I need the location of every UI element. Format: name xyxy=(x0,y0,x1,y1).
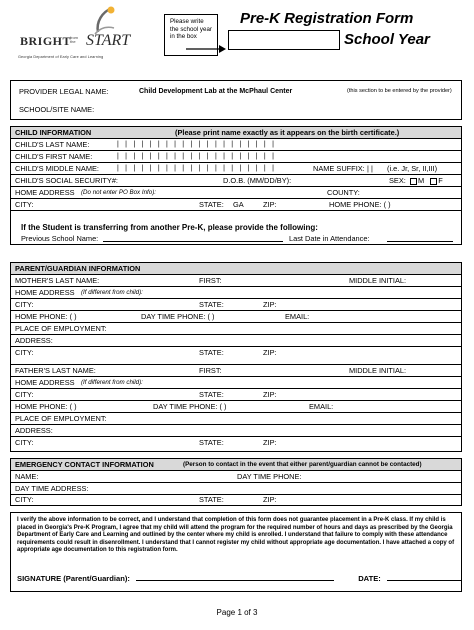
father-employer-city-label: CITY: xyxy=(15,438,34,447)
logo-department-text: Georgia Department of Early Care and Learning xyxy=(18,55,104,59)
date-input[interactable] xyxy=(387,573,461,581)
father-city-label: CITY: xyxy=(15,390,34,399)
child-ssn-label: CHILD'S SOCIAL SECURITY#: xyxy=(15,176,118,185)
child-last-name-boxes[interactable]: | | | | | | | | | | | | | | | | | | | | xyxy=(117,141,277,148)
last-date-label: Last Date in Attendance: xyxy=(289,234,370,243)
provider-section xyxy=(10,80,462,120)
father-employment-label: PLACE OF EMPLOYMENT: xyxy=(15,414,107,423)
father-day-phone-label: DAY TIME PHONE: ( ) xyxy=(153,402,227,411)
child-county-label: COUNTY: xyxy=(327,188,360,197)
father-first-name-label: FIRST: xyxy=(199,366,222,375)
child-info-note: (Please print name exactly as it appears on the birth certificate.) xyxy=(175,128,400,137)
mother-email-label: EMAIL: xyxy=(285,312,310,321)
sex-female-label: F xyxy=(438,176,443,185)
father-state-label: STATE: xyxy=(199,390,224,399)
child-information-section xyxy=(10,126,462,245)
mother-city-label: CITY: xyxy=(15,300,34,309)
provider-note: (this section to be entered by the provider) xyxy=(347,88,452,94)
child-info-header: CHILD INFORMATION xyxy=(15,128,92,137)
father-zip-label: ZIP: xyxy=(263,390,277,399)
provider-legal-name-value[interactable]: Child Development Lab at the McPhaul Center xyxy=(139,88,293,95)
child-middle-name-boxes[interactable]: | | | | | | | | | | | | | | | | | | | | xyxy=(117,165,277,172)
child-state-label: STATE: xyxy=(199,200,224,209)
emergency-city-label: CITY: xyxy=(15,495,34,504)
father-email-label: EMAIL: xyxy=(309,402,334,411)
father-home-address-label: HOME ADDRESS xyxy=(15,378,75,387)
transfer-heading: If the Student is transferring from another Pre-K, please provide the following: xyxy=(21,223,318,232)
form-title: Pre-K Registration Form xyxy=(240,10,414,27)
father-address-note: (If different from child): xyxy=(81,379,143,386)
parent-info-header: PARENT/GUARDIAN INFORMATION xyxy=(15,264,141,273)
father-employer-zip-label: ZIP: xyxy=(263,438,277,447)
mother-first-name-label: FIRST: xyxy=(199,276,222,285)
previous-school-label: Previous School Name: xyxy=(21,234,99,243)
child-home-phone-label: HOME PHONE: ( ) xyxy=(329,200,391,209)
school-year-label: School Year xyxy=(344,31,430,48)
name-suffix-boxes[interactable]: | | xyxy=(367,164,373,173)
sex-male-label: M xyxy=(418,176,425,185)
mother-employer-address-label: ADDRESS: xyxy=(15,336,53,345)
child-dob-label: D.O.B. (MM/DD/BY): xyxy=(223,176,292,185)
sex-label: SEX: xyxy=(389,176,406,185)
emergency-day-phone-label: DAY TIME PHONE: xyxy=(237,472,302,481)
parent-guardian-section xyxy=(10,262,462,452)
father-home-phone-label: HOME PHONE: ( ) xyxy=(15,402,77,411)
child-first-name-boxes[interactable]: | | | | | | | | | | | | | | | | | | | | xyxy=(117,153,277,160)
child-last-name-label: CHILD'S LAST NAME: xyxy=(15,140,90,149)
certification-section xyxy=(10,512,462,592)
school-year-note-box: Please write the school year in the box xyxy=(164,14,218,56)
child-zip-label: ZIP: xyxy=(263,200,277,209)
sex-options xyxy=(409,175,443,187)
emergency-state-label: STATE: xyxy=(199,495,224,504)
father-employer-state-label: STATE: xyxy=(199,438,224,447)
logo-start-text: START xyxy=(86,32,131,49)
bright-from-the-start-logo xyxy=(14,6,132,64)
page-number: Page 1 of 3 xyxy=(216,608,258,617)
mother-zip-label: ZIP: xyxy=(263,300,277,309)
child-city-label: CITY: xyxy=(15,200,34,209)
last-date-input[interactable] xyxy=(387,234,453,242)
father-last-name-label: FATHER'S LAST NAME: xyxy=(15,366,96,375)
child-first-name-label: CHILD'S FIRST NAME: xyxy=(15,152,93,161)
mother-employer-city-label: CITY: xyxy=(15,348,34,357)
sex-male-checkbox[interactable] xyxy=(410,178,417,185)
date-label: DATE: xyxy=(358,574,381,583)
mother-home-phone-label: HOME PHONE: ( ) xyxy=(15,312,77,321)
mother-last-name-label: MOTHER'S LAST NAME: xyxy=(15,276,100,285)
child-home-address-note: (Do not enter PO Box Info): xyxy=(81,189,156,196)
emergency-name-label: NAME: xyxy=(15,472,39,481)
logo-from-text: from the xyxy=(70,35,78,44)
school-year-input[interactable] xyxy=(228,30,340,50)
mother-employer-state-label: STATE: xyxy=(199,348,224,357)
previous-school-input[interactable] xyxy=(103,234,283,242)
emergency-note: (Person to contact in the event that either parent/guardian cannot be contacted) xyxy=(183,461,422,468)
certification-text: I verify the above information to be correct, and I understand that completion of this form does not guarantee placement in a Pre-K class. If my child is placed in Georgia's Pre-K Program, I agree that my child will attend the program for the required number of hours and days as prescribed by the Georgia Department of Early Care and Learning and outlined by the center where my child is enrolled. I understand that failure to comply with these attendance requirements could result in disenrollment. I understand that I cannot register my child without appropriate age documentation. I have attached a copy of appropriate age documentation to this registration form. xyxy=(17,517,455,554)
child-home-address-label: HOME ADDRESS xyxy=(15,188,75,197)
father-employer-address-label: ADDRESS: xyxy=(15,426,53,435)
emergency-zip-label: ZIP: xyxy=(263,495,277,504)
name-suffix-label: NAME SUFFIX: xyxy=(313,164,365,173)
child-state-value[interactable]: GA xyxy=(233,200,244,209)
mother-day-phone-label: DAY TIME PHONE: ( ) xyxy=(141,312,215,321)
mother-address-note: (If different from child): xyxy=(81,289,143,296)
child-middle-name-label: CHILD'S MIDDLE NAME: xyxy=(15,164,99,173)
emergency-day-address-label: DAY TIME ADDRESS: xyxy=(15,484,89,493)
signature-label: SIGNATURE (Parent/Guardian): xyxy=(17,574,130,583)
mother-middle-initial-label: MIDDLE INITIAL: xyxy=(349,276,407,285)
signature-input[interactable] xyxy=(136,573,334,581)
mother-employer-zip-label: ZIP: xyxy=(263,348,277,357)
mother-employment-label: PLACE OF EMPLOYMENT: xyxy=(15,324,107,333)
name-suffix-examples: (i.e. Jr, Sr, II,III) xyxy=(387,164,438,173)
mother-state-label: STATE: xyxy=(199,300,224,309)
arrow-right-icon xyxy=(186,44,226,54)
mother-home-address-label: HOME ADDRESS xyxy=(15,288,75,297)
emergency-contact-section xyxy=(10,458,462,506)
provider-legal-name-label: PROVIDER LEGAL NAME: xyxy=(19,87,109,96)
father-middle-initial-label: MIDDLE INITIAL: xyxy=(349,366,407,375)
sex-female-checkbox[interactable] xyxy=(430,178,437,185)
logo-bright-text: BRIGHT xyxy=(20,34,72,48)
emergency-header: EMERGENCY CONTACT INFORMATION xyxy=(15,460,154,469)
school-site-name-label: SCHOOL/SITE NAME: xyxy=(19,105,95,114)
